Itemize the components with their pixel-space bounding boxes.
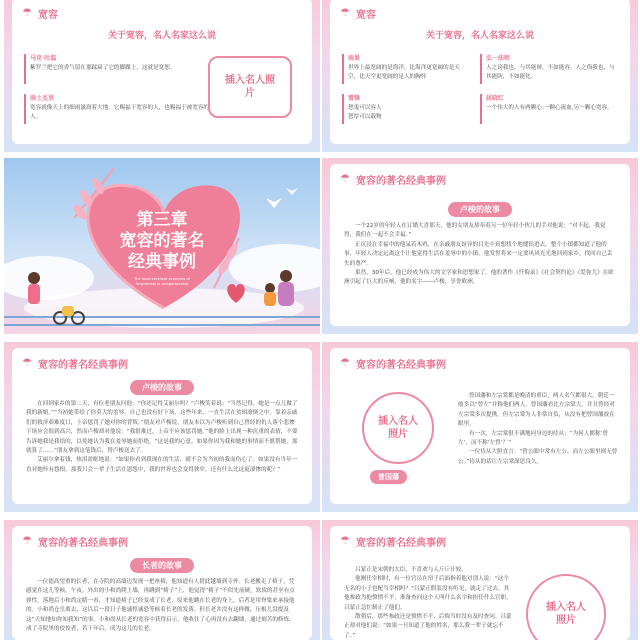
slide-header: ☂ 宽容的著名经典事例 — [22, 356, 128, 371]
story-paragraph: 一位侍从大胆直言：“曾公眼中常有左公，而左公眼里则无曾公。”侍从的话让左宗棠深思良久。 — [458, 449, 618, 465]
chapter-title-line2: 经典事例 — [128, 252, 196, 272]
photo-placeholder[interactable]: 插入名人照片 — [526, 574, 606, 640]
story-body — [458, 392, 618, 504]
quote-bar — [342, 54, 344, 84]
story-paragraph: 散朝后，那些参政还是愤愤不平，后悔当时没有及时查问。吕蒙正却对他们说：“如果一旦知道了他的姓名，那么我一辈子就忘不了。” — [344, 614, 512, 639]
quote-text: 世界上最宽阔的是海洋，比海洋更宽阔的是天空，比天空更宽阔的是人的胸怀 — [348, 65, 460, 80]
quote-author: 雨士杰里 — [30, 95, 55, 102]
story-paragraph: 艾丽尔拿着钱，热泪盈眶地说：“如果你看到我现在的生活，就不会为当初的我而伤心了。如果没有当年一直对她怀有怨恨，那我只会一辈子生活在恩怨中，我的世界也会变得狭窄，还有什么比这更凄惨的呢？” — [26, 457, 298, 473]
umbrella-icon: ☂ — [340, 6, 350, 19]
story-paragraph: 有一次，左宗棠很不满地问身边的侍从：“为何人都称‘曾左’，而不称‘左曾’？” — [458, 430, 608, 447]
quote-author: 弘一法师 — [486, 55, 511, 62]
quote-author: 雷锋 — [348, 95, 361, 102]
quote-text: 一个伟大的人有两颗心:一颗心流血,另一颗心宽容。 — [486, 105, 613, 111]
umbrella-icon: ☂ — [22, 6, 32, 19]
slide-card — [330, 164, 630, 326]
quote-text: 紫罗兰把它的香气留在那踩扁了它的脚踝上，这就是宽恕。 — [30, 65, 176, 71]
chapter-tiny-text: The most excellent examples of forgiveness in companionship — [134, 277, 190, 286]
umbrella-icon: ☂ — [22, 534, 32, 547]
story-paragraph: 正沉浸在幸福中的他呆若木鸡，在亲戚朋友讶异的目光中真想找个地缝钻进去。整个小镇都知道了他的事，年轻人决定远离这个让他觉得生活在羞辱中的小镇。他发誓将来一定要风风光光地回到家乡，找回自己丢失的尊严。 — [344, 241, 613, 267]
slide-card — [12, 348, 312, 504]
chapter-title-block — [104, 210, 220, 287]
slide-header: ☂ 宽容的著名经典事例 — [22, 534, 128, 549]
photo-placeholder[interactable]: 插入名人照片 — [208, 56, 292, 118]
slide-rousseau-2 — [4, 342, 320, 512]
slide-quotes-2 — [322, 0, 638, 152]
quote-item — [30, 53, 210, 73]
quote-text: 人之谤我也，与其能辩，不如能容。人之侮我也，与其能防，不如能化。 — [486, 65, 615, 80]
story-pill: 卢梭的故事 — [448, 202, 512, 217]
slide-header: ☂ 宽容的著名经典事例 — [340, 172, 446, 187]
quote-author: 屈晓红 — [486, 95, 505, 102]
chapter-title-line1: 宽容的著名 — [119, 231, 205, 251]
quote-item — [348, 93, 468, 121]
story-paragraph: 曾国藩和左宗棠都是晚清的重臣，两人名气都很大，朝廷一般多以“曾左”并称他们两人。曾国藩看比左宗棠大，并且曾经对左宗棠多次提携。但左宗棠为人非常自负，从没有把曾国藩放在眼里。 — [458, 393, 615, 428]
slide-header: ☂ 宽容的著名经典事例 — [340, 356, 446, 371]
umbrella-icon: ☂ — [340, 534, 350, 547]
umbrella-icon: ☂ — [22, 356, 32, 369]
quotes-subtitle: 关于宽容，名人名家这么说 — [107, 31, 216, 41]
quote-author: 雨果 — [348, 55, 361, 62]
quote-bar — [24, 54, 26, 84]
quote-item — [348, 53, 468, 81]
quote-text: 恕鬼可以容人 恕厚可以载物 — [348, 105, 382, 120]
slide-header: ☂ 宽容 — [22, 6, 58, 21]
story-pill: 长者的故事 — [130, 558, 194, 573]
story-paragraph: 在回到家乡的第二天，有位老朋友问他：“你还记得艾丽尔吗？”卢梭笑着说：“当然记得，她是一点儿做了我的新娘。”“当初她带给了你莫大的羞辱，自己也没有好下场，这些年来，一直生活在贫困潦倒之中。靠着亲戚们的救济艰难度日，上帝惩罚了她对你的背叛。”朋友对卢梭说。朋友本以为卢梭听到自己曾经的仇人落个悲惨下场应会很到高兴，然而卢梭却对他说：“我很难过，上帝不应该惩罚她。”他的脸上出现一种沉重的表情，不要告诉她我是我给的，以免她认为我在羞辱她而拒绝。“这是我的心意，如果你因为我和她的事情而不愿帮她，那就算了……”朋友拿到这笔钱后，替卢梭送去了。 — [26, 401, 298, 455]
slide-card — [12, 526, 312, 640]
slide-card — [12, 0, 312, 144]
story-paragraph: 一位德高望重的长者，在寺院的高墙边发现一把座椅，他知道有人借此越墙到寺外。长老搬走了椅子，凭感觉在这儿等候。午夜，外出的小和尚爬上墙，再跳到“椅子”上，他觉得“椅子”不似先前硬，软软的甚至有点弹性。落地后小和尚定睛一看，才知道椅子已经变成了长老，原来他跳在长老的身上，后者是用脊梁来承接他的。小和尚仓皇离去，这以后一段日子他诚惶诚恐等候着长老的发落。但长老并没有这样做，压根儿没提及这“天知地知你知我知”的事。小和尚从长老的宽容中获得启示，他收住了心再没有去翻墙，通过刻苦的修炼，成了寺院里的佼佼者，若干年后，成为这儿的长老。 — [26, 579, 295, 633]
story-paragraph: 吕蒙正是宋朝的大臣，不喜欢与人斤斤计较。 — [355, 567, 467, 573]
story-body — [26, 400, 298, 504]
story-paragraph: 他刚任宰相时，有一位官员在帘子后面指着他对别人说：“这个无名的小子也配当宰相吗？”吕蒙正假装没有听见，就走了过去。其他参政为他愤愤不平，准备查问这个人叫什么名字和担任什么官职，吕蒙正急忙制止了他们。 — [344, 576, 512, 611]
photo-placeholder[interactable]: 插入名人照片 — [362, 392, 434, 464]
slide-chapter-cover — [4, 158, 320, 334]
slide-header: ☂ 宽容的著名经典事例 — [340, 534, 446, 549]
quote-bar — [24, 94, 26, 124]
slide-card — [330, 0, 630, 144]
quote-bar — [342, 94, 344, 124]
story-body — [26, 578, 298, 640]
quote-author: 马克·吐温 — [30, 55, 57, 62]
slide-elder-story — [4, 520, 320, 640]
slide-rousseau-1 — [322, 158, 638, 334]
story-body — [344, 222, 616, 326]
quote-item — [486, 93, 618, 113]
quotes-subtitle: 关于宽容，名人名家这么说 — [425, 31, 534, 41]
slide-card — [330, 348, 630, 504]
story-body — [344, 566, 514, 640]
slide-header: ☂ 宽容 — [340, 6, 376, 21]
quote-item — [30, 93, 210, 121]
quote-bar — [480, 94, 482, 124]
slide-card — [330, 526, 630, 640]
quote-item — [486, 53, 618, 81]
story-paragraph: 一个22岁的年轻人在订婚大喜那天，他的女朋友却奉着另一位年轻小伙儿的手对他说：“对不起，我觉得，我们在一起不会幸福。” — [344, 223, 606, 239]
story-pill: 卢梭的故事 — [130, 380, 194, 395]
story-paragraph: 果然，30年后，他已经成为伟大的文学家和思想家了。他的著作《忏悔录》《社会契约论》《爱弥儿》在欧洲引起了巨大的反响，他的名字——卢梭，享誉欧洲。 — [344, 270, 614, 286]
quote-bar — [480, 54, 482, 84]
person-name-tag: 曾国藩 — [370, 470, 407, 484]
umbrella-icon: ☂ — [340, 356, 350, 369]
slide-zeng-guofan — [322, 342, 638, 512]
slide-quotes-1 — [4, 0, 320, 152]
umbrella-icon: ☂ — [340, 172, 350, 185]
quote-text: 宽容就像天上的细雨滋润着大地。它赐福于宽容的人，也赐福于被宽容的人。 — [30, 105, 210, 120]
slide-lv-mengzheng — [322, 520, 638, 640]
chapter-number: 第三章 — [136, 210, 188, 230]
